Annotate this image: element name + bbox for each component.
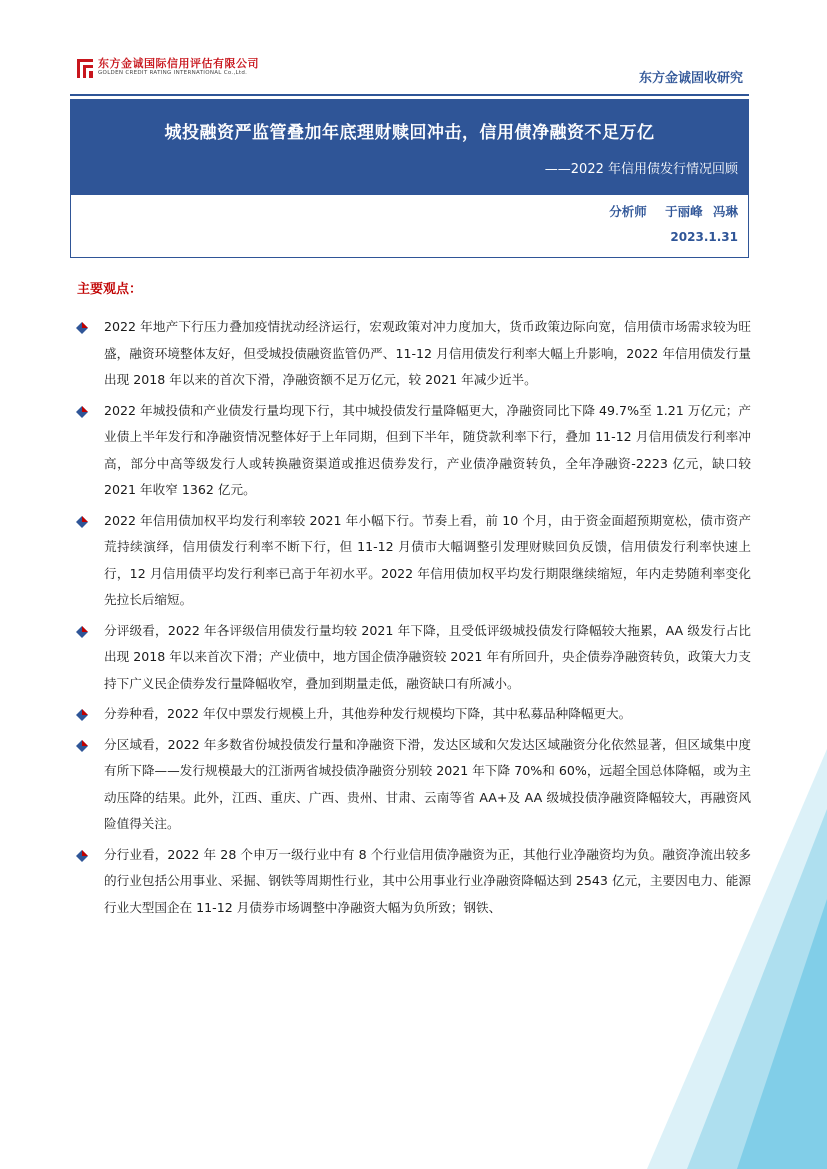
- analyst-name-1: 于丽峰: [665, 204, 703, 219]
- section-heading-key-points: 主要观点：: [77, 282, 143, 297]
- key-point: [76, 618, 751, 698]
- key-point-text: 分评级看，2022 年各评级信用债发行量均较 2021 年下降，且受低评级城投债发行降幅较大拖累，AA 级发行占比出现 2018 年以来首次下滑；产业债中，地方国企债净融资较 2021 年有所回升，央企债券净融资转负，政策大力支持下广义民企债券发行量降幅收窄，叠加到期量走低，融资缺口有所减小。: [104, 622, 751, 691]
- key-point-text: 分区域看，2022 年多数省份城投债发行量和净融资下滑，发达区域和欠发达区域融资分化依然显著，但区域集中度有所下降——发行规模最大的江浙两省城投债净融资分别较 2021 年下降 70%和 60%，远超全国总体降幅，或为主动压降的结果。此外，江西、重庆、广西、贵州、甘肃、云南等省 AA+及 AA 级城投债净融资降幅较大，再融资风险值得关注。: [104, 736, 751, 831]
- logo-mark-icon: [77, 59, 93, 78]
- bullet-diamond-icon: [76, 626, 88, 638]
- key-point-text: 分券种看，2022 年仅中票发行规模上升，其他券种发行规模均下降，其中私募品种降幅更大。: [104, 706, 632, 721]
- report-date: 2023.1.31: [670, 230, 738, 244]
- key-point-text: 2022 年信用债加权平均发行利率较 2021 年小幅下行。节奏上看，前 10 个月，由于资金面超预期宽松，债市资产荒持续演绎，信用债发行利率不断下行，但 11-12 月债市大幅调整引发理财赎回负反馈，信用债发行利率快速上行，12 月信用债平均发行利率已高于年初水平。2022 年信用债加权平均发行期限继续缩短，年内走势随利率变化先拉长后缩短。: [104, 512, 751, 607]
- bullet-diamond-icon: [76, 406, 88, 418]
- corner-decoration: [647, 749, 827, 1169]
- key-point: [76, 314, 751, 394]
- bullet-diamond-icon: [76, 516, 88, 528]
- bullet-diamond-icon: [76, 740, 88, 752]
- key-point: [76, 398, 751, 504]
- author-info-box: [70, 195, 749, 258]
- analyst-label: 分析师: [609, 204, 647, 219]
- key-point-text: 分行业看，2022 年 28 个申万一级行业中有 8 个行业信用债净融资为正，其他行业净融资均为负。融资净流出较多的行业包括公用事业、采掘、钢铁等周期性行业，其中公用事业行业净融资降幅达到 2543 亿元，主要因电力、能源行业大型国企在 11-12 月债券市场调整中净融资大幅为负所致；钢铁、: [104, 846, 751, 915]
- logo-company-name: 东方金诚国际信用评估有限公司: [98, 57, 259, 70]
- bullet-diamond-icon: [76, 322, 88, 334]
- header-divider: [70, 94, 749, 96]
- company-logo: [77, 58, 259, 80]
- brand-title: 东方金诚固收研究: [638, 71, 743, 86]
- key-point-text: 2022 年城投债和产业债发行量均现下行，其中城投债发行量降幅更大，净融资同比下降 49.7%至 1.21 万亿元；产业债上半年发行和净融资情况整体好于上年同期，但到下半年，随贷款利率下行，叠加 11-12 月信用债发行利率冲高，部分中高等级发行人或转换融资渠道或推迟债券发行，产业债净融资转负，全年净融资-2223 亿元，缺口较 2021 年收窄 1362 亿元。: [104, 402, 751, 497]
- bullet-diamond-icon: [76, 709, 88, 721]
- key-point: [76, 701, 751, 728]
- analysts: [609, 202, 738, 220]
- page-number: 1: [791, 797, 800, 812]
- report-subtitle: ——2022 年信用债发行情况回顾: [544, 162, 738, 177]
- analyst-name-2: 冯琳: [712, 204, 738, 219]
- key-point: [76, 508, 751, 614]
- bullet-diamond-icon: [76, 850, 88, 862]
- report-title: 城投融资严监管叠加年底理财赎回冲击，信用债净融资不足万亿: [164, 123, 655, 143]
- key-point-text: 2022 年地产下行压力叠加疫情扰动经济运行，宏观政策对冲力度加大，货币政策边际向宽，信用债市场需求较为旺盛，融资环境整体友好，但受城投债融资监管仍严、11-12 月信用债发行利率大幅上升影响，2022 年信用债发行量出现 2018 年以来的首次下滑，净融资额不足万亿元，较 2021 年减少近半。: [104, 319, 751, 387]
- logo-company-name-en: GOLDEN CREDIT RATING INTERNATIONAL Co.,Ltd.: [98, 70, 248, 76]
- title-banner: [70, 99, 749, 195]
